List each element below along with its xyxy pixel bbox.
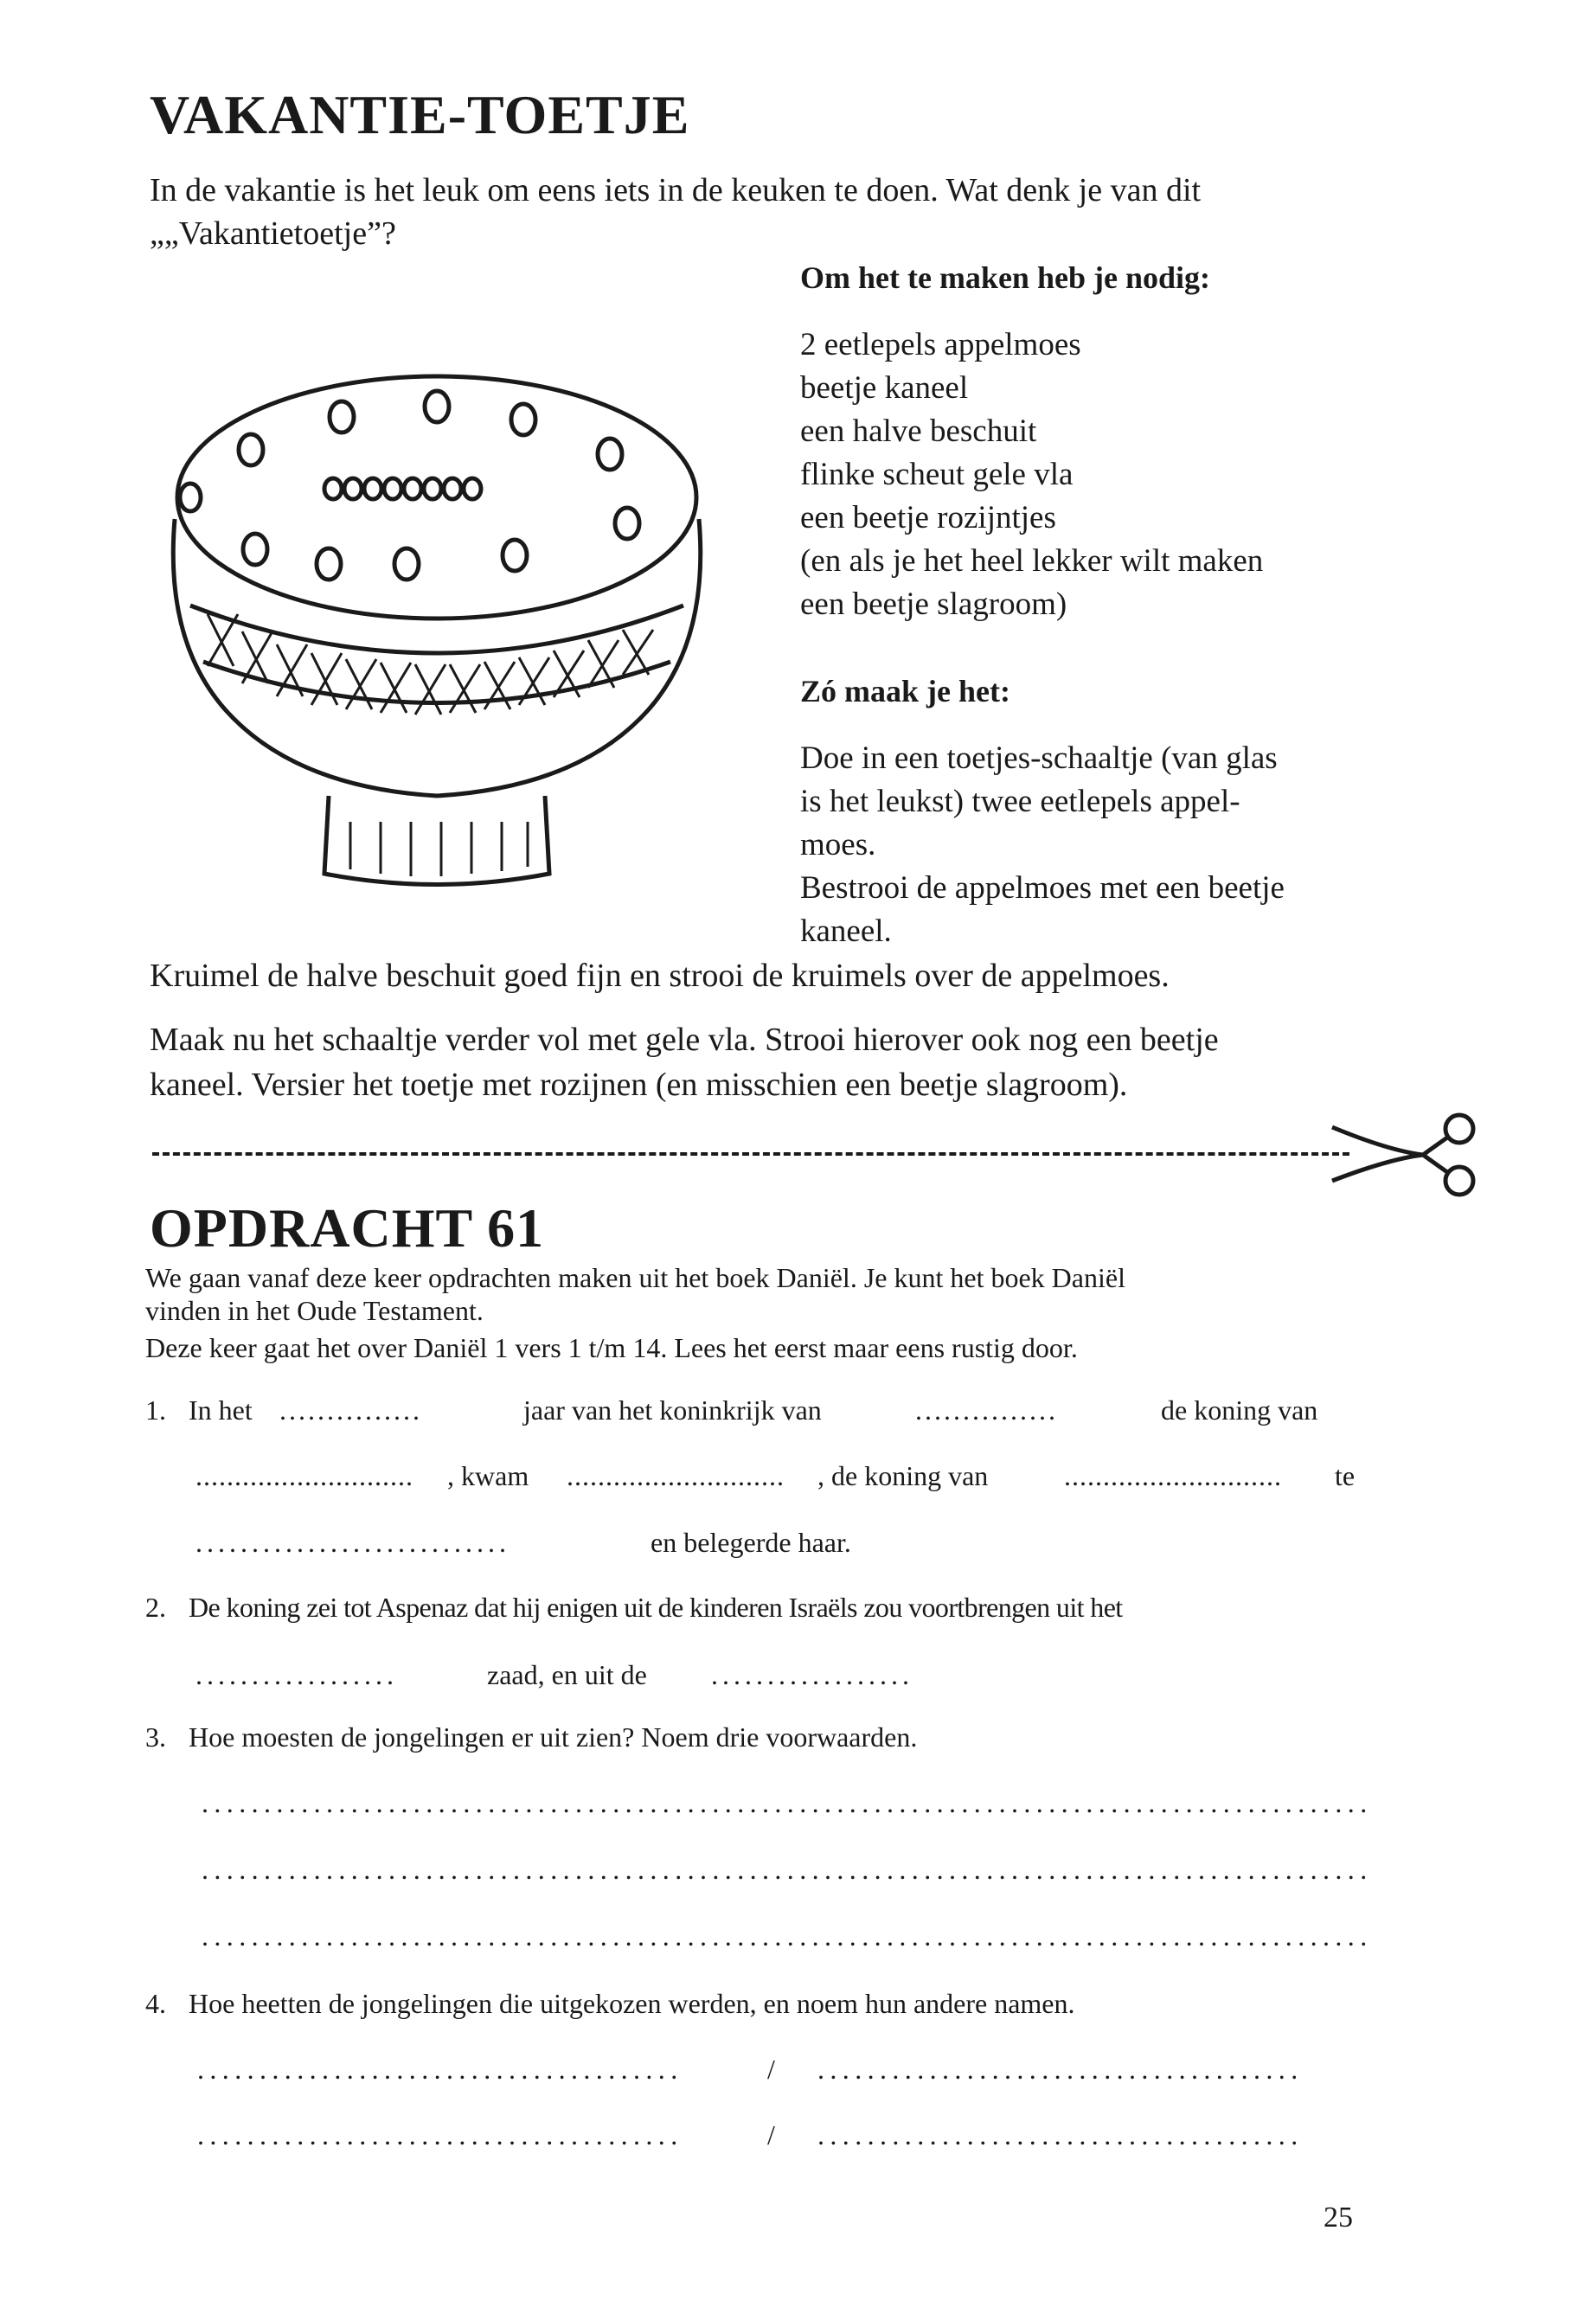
- needs-heading: Om het te maken heb je nodig:: [800, 260, 1210, 295]
- recipe-intro-line2: „„Vakantietoetje”?: [150, 215, 396, 252]
- steps-list: [800, 737, 1285, 953]
- opdracht-intro-line2: vinden in het Oude Testament.: [145, 1295, 484, 1326]
- q1-blank-2[interactable]: ...............: [915, 1394, 1058, 1426]
- q2-blank-2[interactable]: ..................: [711, 1659, 913, 1690]
- q3-answer-line[interactable]: ..............................................................................................: [202, 1787, 1373, 1818]
- recipe-intro-line1: In de vakantie is het leuk om eens iets in de keuken te doen. Wat denk je van dit: [150, 172, 1202, 208]
- opdracht-title: OPDRACHT 61: [150, 1197, 545, 1259]
- step-line: Doe in een toetjes-schaaltje (van glas: [800, 740, 1278, 776]
- q3-answer-line[interactable]: ..............................................................................................: [202, 1854, 1373, 1885]
- ingredient-item: een beetje rozijntjes: [800, 500, 1056, 535]
- dessert-bowl-illustration: [156, 355, 718, 891]
- step-line: is het leukst) twee eetlepels appel-: [800, 784, 1240, 819]
- q4-blank-name[interactable]: .......................................: [197, 2119, 683, 2150]
- ingredient-item: 2 eetlepels appelmoes: [800, 327, 1081, 362]
- ingredient-item: een halve beschuit: [800, 413, 1037, 449]
- q1-text-e: , de koning van: [817, 1460, 989, 1491]
- ingredient-list: [800, 324, 1263, 626]
- q3-number: 3.: [145, 1721, 166, 1753]
- q4-slash: /: [767, 2119, 775, 2150]
- opdracht-intro-line1: We gaan vanaf deze keer opdrachten maken uit het boek Daniël. Je kunt het boek Daniël: [145, 1262, 1125, 1293]
- q4-blank-other-name[interactable]: .......................................: [817, 2054, 1304, 2085]
- q3-answer-line[interactable]: ..............................................................................................: [202, 1920, 1373, 1952]
- recipe-title: VAKANTIE-TOETJE: [150, 84, 690, 145]
- q4-blank-name[interactable]: .......................................: [197, 2054, 683, 2085]
- q2-number: 2.: [145, 1592, 166, 1623]
- q1-text-a: In het: [189, 1394, 253, 1426]
- recipe-finish-line2: kaneel. Versier het toetje met rozijnen (en misschien een beetje slagroom).: [150, 1067, 1128, 1103]
- ingredient-item: (en als je het heel lekker wilt maken: [800, 543, 1264, 579]
- q1-blank-4[interactable]: ............................: [567, 1460, 785, 1491]
- step-line: moes.: [800, 827, 876, 862]
- q1-blank-5[interactable]: ............................: [1064, 1460, 1282, 1491]
- q4-number: 4.: [145, 1988, 166, 2019]
- q1-blank-6[interactable]: ............................: [195, 1527, 510, 1558]
- q1-text-c: de koning van: [1161, 1394, 1318, 1426]
- how-heading: Zó maak je het:: [800, 674, 1010, 708]
- q4-blank-other-name[interactable]: .......................................: [817, 2119, 1304, 2150]
- opdracht-intro-line3: Deze keer gaat het over Daniël 1 vers 1 t/m 14. Lees het eerst maar eens rustig door.: [145, 1332, 1078, 1363]
- q2-blank-1[interactable]: ..................: [195, 1659, 398, 1690]
- step-line: Bestrooi de appelmoes met een beetje: [800, 870, 1285, 906]
- recipe-crumble: Kruimel de halve beschuit goed fijn en strooi de kruimels over de appelmoes.: [150, 958, 1170, 994]
- ingredient-item: een beetje slagroom): [800, 586, 1067, 622]
- q2-text-a: zaad, en uit de: [487, 1659, 647, 1690]
- ingredient-item: flinke scheut gele vla: [800, 457, 1074, 492]
- q4-slash: /: [767, 2054, 775, 2085]
- q1-text-d: , kwam: [447, 1460, 529, 1491]
- q1-number: 1.: [145, 1394, 166, 1426]
- recipe-finish-line1: Maak nu het schaaltje verder vol met gele vla. Strooi hierover ook nog een beetje: [150, 1022, 1219, 1058]
- q2-text: De koning zei tot Aspenaz dat hij enigen uit de kinderen Israëls zou voortbrengen uit het: [189, 1592, 1123, 1623]
- ingredient-item: beetje kaneel: [800, 370, 969, 406]
- q3-text: Hoe moesten de jongelingen er uit zien? Noem drie voorwaarden.: [189, 1721, 918, 1753]
- cut-line: [152, 1152, 1349, 1156]
- step-line: kaneel.: [800, 913, 892, 949]
- page-number: 25: [1324, 2202, 1353, 2234]
- q1-blank-1[interactable]: ...............: [279, 1394, 422, 1426]
- q1-text-b: jaar van het koninkrijk van: [523, 1394, 822, 1426]
- q1-text-f: te: [1335, 1460, 1356, 1491]
- q1-text-g: en belegerde haar.: [651, 1527, 851, 1558]
- scissors-icon: [1328, 1112, 1484, 1198]
- q1-blank-3[interactable]: ............................: [195, 1460, 413, 1491]
- q4-text: Hoe heetten de jongelingen die uitgekozen werden, en noem hun andere namen.: [189, 1988, 1075, 2019]
